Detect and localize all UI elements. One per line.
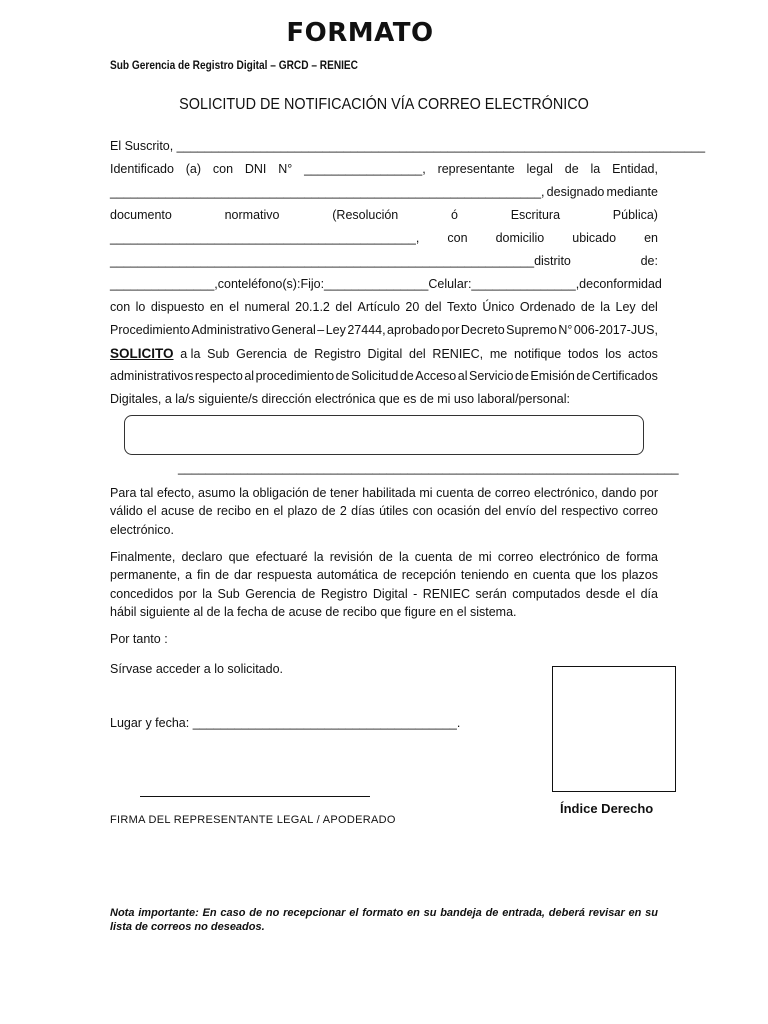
form-line-solicito (110, 346, 658, 361)
lugar-fecha-field: Lugar y fecha: ______________________________________. (110, 716, 461, 730)
form-word: de (515, 369, 529, 383)
form-word: en (644, 231, 658, 245)
form-word: de: (640, 254, 658, 268)
form-word: ____________________________________________, (110, 231, 420, 245)
form-word: Certificados (591, 369, 658, 383)
form-word: N° (558, 323, 573, 337)
form-word: representante (437, 162, 515, 176)
form-word: Ley (325, 323, 346, 337)
form-line-dni (110, 162, 658, 176)
page-title: FORMATO (286, 18, 434, 48)
form-word: de (579, 277, 594, 291)
form-word: al (244, 369, 255, 383)
form-word: (Resolución (332, 208, 399, 222)
form-word: numeral (244, 300, 290, 314)
form-word: Emisión (530, 369, 575, 383)
form-word: documento (110, 208, 172, 222)
form-word: del (641, 300, 658, 314)
form-word: 20 (405, 300, 420, 314)
form-word: los (605, 347, 622, 361)
form-word: actos (628, 347, 658, 361)
form-word: Escritura (510, 208, 561, 222)
form-word: del (335, 300, 353, 314)
form-word: de (293, 347, 308, 361)
form-word: General (271, 323, 316, 337)
form-word: Servicio (469, 369, 514, 383)
form-line-procedimiento (110, 323, 658, 337)
form-line-domicilio (110, 231, 658, 245)
form-word: aprobado (387, 323, 440, 337)
form-word: Procedimiento (110, 323, 190, 337)
thumbprint-box (552, 666, 676, 792)
form-word: DNI (244, 162, 267, 176)
form-word: de (564, 162, 579, 176)
form-word: legal (526, 162, 553, 176)
form-line-conformidad (110, 300, 658, 314)
form-word: ubicado (572, 231, 617, 245)
form-word: mediante (606, 185, 658, 199)
form-word: la (590, 162, 601, 176)
form-word: procedimiento (255, 369, 335, 383)
form-word: al (457, 369, 468, 383)
form-word: el (229, 300, 239, 314)
form-word: N° (278, 162, 293, 176)
document-title: SOLICITUD DE NOTIFICACIÓN VÍA CORREO ELECTRÓNICO (179, 96, 589, 113)
form-word: _____________________________________________________________distrito (110, 254, 571, 268)
form-line-digitales: Digitales, a la/s siguiente/s dirección electrónica que es de mi uso laboral/personal: (110, 392, 570, 406)
form-word: Supremo (506, 323, 557, 337)
form-word: Celular:_______________, (428, 277, 580, 291)
form-line-distrito (110, 254, 658, 268)
form-word: del (409, 347, 426, 361)
form-word: Sub (207, 347, 230, 361)
form-line-administrativos (110, 369, 658, 383)
form-word: Decreto (460, 323, 505, 337)
office-subheading: Sub Gerencia de Registro Digital – GRCD – RENIEC (110, 60, 358, 72)
form-word: me (489, 347, 508, 361)
form-word: del (424, 300, 442, 314)
form-word: _________________, (304, 162, 426, 176)
form-word: _______________,con (110, 277, 238, 291)
form-word: Acceso (415, 369, 457, 383)
form-word: Ordenado (519, 300, 576, 314)
form-word: 27444, (347, 323, 386, 337)
form-word: Administrativo (191, 323, 270, 337)
form-word: RENIEC, (432, 347, 484, 361)
form-word: normativo (224, 208, 280, 222)
form-word: Fijo:_______________ (300, 277, 429, 291)
form-word: a la (180, 347, 201, 361)
form-word: con (447, 231, 468, 245)
form-word: Registro (314, 347, 361, 361)
form-word: domicilio (495, 231, 545, 245)
form-word: por (441, 323, 460, 337)
thumbprint-label: Índice Derecho (560, 801, 654, 816)
sirvase-text: Sírvase acceder a lo solicitado. (110, 662, 284, 676)
form-word: Identificado (110, 162, 174, 176)
email-underline: ________________________________________________________________________ (178, 461, 679, 475)
form-word: Solicitud (351, 369, 399, 383)
por-tanto: Por tanto : (110, 632, 168, 646)
form-word: respecto (194, 369, 243, 383)
form-word: con (110, 300, 131, 314)
form-word: dispuesto (150, 300, 205, 314)
form-word: ______________________________________________________________, (110, 185, 545, 199)
form-word: de (576, 369, 591, 383)
form-word: 20.1.2 (295, 300, 330, 314)
form-line-suscrito: El Suscrito, ____________________________________________________________________________ (110, 139, 706, 153)
form-word: en (209, 300, 224, 314)
form-word: Pública) (612, 208, 658, 222)
form-word: de (580, 300, 595, 314)
form-word: ó (451, 208, 458, 222)
form-word: Entidad, (612, 162, 658, 176)
email-input-box[interactable] (124, 415, 644, 455)
paragraph-finalmente: Finalmente, declaro que efectuaré la revisión de la cuenta de mi correo electrónico de forma permanente, a fin de dar respuesta automática de recepción teniendo en cuenta que los plazos concedidos por la Sub Gerencia de Registro Digital - RENIEC serán computados desde el día hábil siguiente al de la fecha de acuse de recibo que figure en el sistema. (110, 550, 658, 619)
signature-line (140, 796, 370, 797)
important-note: Nota importante: En caso de no recepcionar el formato en su bandeja de entrada, deberá revisar en su lista de correos no deseados. (110, 907, 658, 933)
form-word: Único (482, 300, 515, 314)
form-word: designado (546, 185, 605, 199)
form-word: lo (135, 300, 146, 314)
form-word: de (399, 369, 414, 383)
form-word: Gerencia (236, 347, 287, 361)
form-word: Texto (446, 300, 477, 314)
form-word: con (212, 162, 234, 176)
form-word: teléfono(s): (237, 277, 301, 291)
signature-label: FIRMA DEL REPRESENTANTE LEGAL / APODERADO (110, 814, 396, 826)
form-word: Artículo (357, 300, 400, 314)
form-word: conformidad (593, 277, 662, 291)
form-word: Ley (615, 300, 636, 314)
solicito-word: SOLICITO (110, 346, 174, 361)
form-word: notifique (513, 347, 562, 361)
form-word: Digital (367, 347, 403, 361)
form-line-entidad (110, 185, 658, 199)
form-word: 006-2017-JUS, (573, 323, 658, 337)
form-word: todos (567, 347, 599, 361)
form-line-telefono (110, 277, 662, 291)
form-word: la (600, 300, 611, 314)
paragraph-efecto: Para tal efecto, asumo la obligación de tener habilitada mi cuenta de correo electrónico, dando por válido el acuse de recibo en el plazo de 2 días útiles con ocasión del envío del respectivo correo electrónico. (110, 486, 658, 537)
form-word: administrativos (110, 369, 194, 383)
form-line-documento (110, 208, 658, 222)
form-word: de (335, 369, 350, 383)
form-word: – (317, 323, 325, 337)
form-word: (a) (185, 162, 202, 176)
